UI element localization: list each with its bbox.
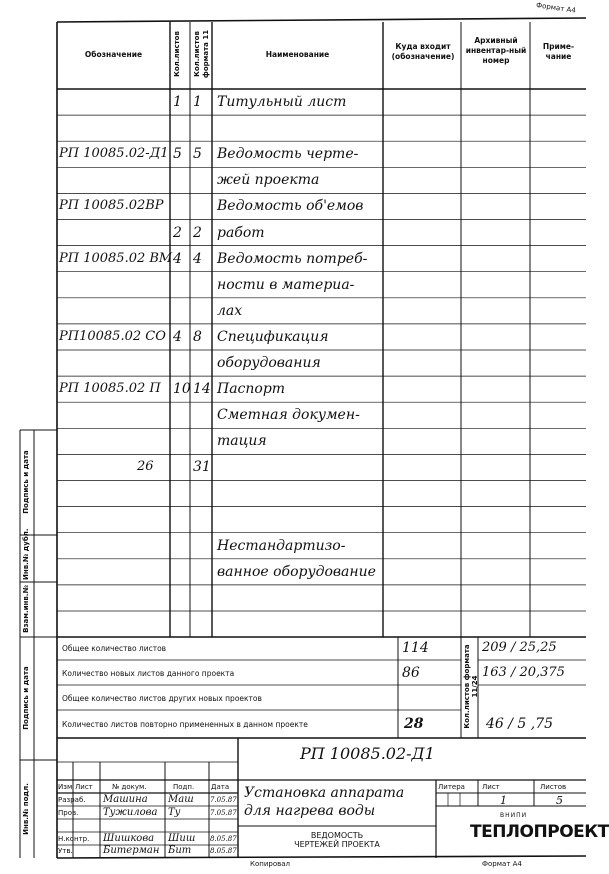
header-where-included: Куда входит (обозначение) — [391, 42, 455, 61]
side-label-sign-date-top: Подпись и дата — [22, 450, 30, 514]
document-code: РП 10085.02-Д1 — [300, 744, 435, 763]
row-name: лах — [217, 302, 243, 319]
row-name: Нестандартизо- — [217, 537, 346, 554]
col-izm: Изм — [58, 783, 73, 791]
sheet-value: 1 — [500, 794, 507, 807]
row-format-count: 8 — [193, 328, 202, 345]
copied-label: Копировал — [250, 860, 290, 868]
role-approved: Утв. — [58, 847, 73, 855]
col-doc-no: № докум. — [112, 783, 147, 791]
row-format-count: 5 — [193, 146, 202, 163]
table-row — [57, 115, 586, 141]
new-sheets-value: 86 — [402, 665, 420, 681]
table-row — [57, 89, 586, 115]
row-name: Сметная докумен- — [217, 407, 360, 424]
row-format-count: 1 — [193, 94, 202, 110]
project-title-line2: для нагрева воды — [244, 803, 376, 819]
organization-logo: ТЕПЛОПРОЕКТ — [470, 822, 609, 842]
date-norm-control: 8.05.87 — [210, 835, 237, 843]
header-qty-sheets: Кол.листов — [173, 31, 181, 77]
header-designation: Обозначение — [84, 50, 143, 59]
reused-sheets-value: 28 — [404, 716, 424, 732]
format-count-2: 163 / 20,375 — [482, 665, 565, 680]
table-row — [57, 220, 586, 246]
table-row — [57, 141, 586, 167]
table-row — [57, 246, 586, 272]
role-checker: Пров. — [58, 809, 79, 817]
row-designation: РП 10085.02 П — [59, 381, 161, 397]
header-name: Наименование — [265, 50, 330, 59]
row-designation: 26 — [137, 459, 154, 475]
row-sheet-count: 10 — [173, 381, 191, 398]
row-format-count: 2 — [193, 224, 202, 241]
row-sheet-count: 4 — [173, 250, 182, 267]
stage-label: Литера — [438, 783, 465, 791]
table-row — [57, 324, 586, 350]
row-sheet-count: 1 — [173, 94, 182, 110]
org-small-label: ВНИПИ — [500, 812, 528, 819]
date-checker: 7.05.87 — [210, 809, 237, 817]
reused-sheets-label: Количество листов повторно примененных в данном проекте — [62, 720, 308, 729]
side-label-sign-date-bottom: Подпись и дата — [22, 666, 30, 730]
table-row — [57, 272, 586, 298]
row-name: жей проекта — [217, 172, 320, 189]
format-count-header: Кол.листов формата 11/24 — [463, 644, 479, 729]
role-developer: Разраб. — [58, 796, 86, 804]
footer-format-label: Формат А4 — [482, 860, 522, 868]
row-sheet-count: 2 — [173, 224, 182, 241]
table-row — [57, 611, 586, 637]
row-name: Спецификация — [217, 328, 329, 345]
header-qty-sheets-format: Кол.листов формата 11 — [193, 29, 210, 79]
col-list: Лист — [75, 783, 93, 791]
row-name: работ — [217, 224, 265, 241]
side-label-replace-inv: Взам.инв.№ — [22, 585, 30, 633]
table-row — [57, 376, 586, 402]
row-name: Паспорт — [217, 381, 286, 398]
date-developer: 7.05.87 — [210, 796, 237, 804]
table-row — [57, 507, 586, 533]
table-row — [57, 193, 586, 219]
table-row — [57, 350, 586, 376]
row-sheet-count: 4 — [173, 328, 182, 345]
col-sign: Подп. — [173, 783, 195, 791]
row-designation: РП 10085.02 ВМ — [59, 250, 173, 266]
total-sheets-value: 114 — [402, 640, 429, 656]
sheet-label: Лист — [482, 783, 500, 791]
table-row — [57, 559, 586, 585]
name-checker: Тужилова — [103, 807, 158, 818]
row-name: Ведомость об'емов — [217, 198, 364, 215]
header-note: Приме-чание — [542, 42, 575, 61]
col-date: Дата — [211, 783, 230, 791]
row-designation: РП10085.02 СО — [59, 328, 166, 344]
other-projects-label: Общее количество листов других новых проектов — [62, 694, 262, 703]
signature-norm-control: Шиш — [168, 833, 196, 844]
side-label-dup-inv: Инв.№ дубл. — [22, 528, 30, 580]
row-name: Титульный лист — [217, 94, 347, 110]
sheets-value: 5 — [556, 794, 563, 807]
side-label-orig-inv: Инв.№ подл. — [22, 783, 30, 835]
table-row — [57, 481, 586, 507]
project-title-line1: Установка аппарата — [244, 785, 405, 801]
table-row — [57, 533, 586, 559]
signature-approved: Бит — [168, 845, 192, 856]
row-name: тация — [217, 433, 267, 450]
total-sheets-label: Общее количество листов — [62, 644, 167, 653]
table-row — [57, 167, 586, 193]
row-format-count: 4 — [193, 250, 202, 267]
header-archive-no: Архивный инвентар-ный номер — [465, 36, 527, 65]
table-row — [57, 454, 586, 480]
new-sheets-label: Количество новых листов данного проекта — [62, 669, 235, 678]
table-row — [57, 428, 586, 454]
table-row — [57, 402, 586, 428]
role-norm-control: Н.контр. — [58, 835, 90, 843]
sheets-label: Листов — [540, 783, 567, 791]
table-row — [57, 585, 586, 611]
corner-format-label: Формат А4 — [535, 1, 577, 15]
row-format-count: 14 — [193, 381, 211, 398]
format-count-3: 46 / 5 ,75 — [486, 716, 554, 732]
signature-developer: Маш — [168, 794, 194, 805]
name-developer: Машина — [103, 794, 148, 805]
format-count-1: 209 / 25,25 — [482, 640, 557, 655]
name-norm-control: Шишкова — [103, 833, 155, 844]
document-type-line1: ВЕДОМОСТЬ — [310, 831, 364, 840]
row-name: оборудования — [217, 355, 321, 371]
row-name: ванное оборудование — [217, 563, 376, 580]
row-name: ности в материа- — [217, 276, 355, 293]
row-designation: РП 10085.02ВР — [59, 198, 164, 214]
row-sheet-count: 5 — [173, 146, 182, 163]
row-designation: РП 10085.02-Д1 — [59, 146, 169, 162]
table-row — [57, 298, 586, 324]
document-type-line2: ЧЕРТЕЖЕЙ ПРОЕКТА — [294, 840, 380, 849]
row-name: Ведомость потреб- — [217, 250, 368, 267]
name-approved: Битерман — [103, 845, 160, 856]
document-type — [238, 831, 436, 849]
signature-checker: Ту — [168, 807, 181, 818]
date-approved: 8.05.87 — [210, 847, 237, 855]
row-name: Ведомость черте- — [217, 146, 359, 163]
row-format-count: 31 — [193, 459, 211, 476]
